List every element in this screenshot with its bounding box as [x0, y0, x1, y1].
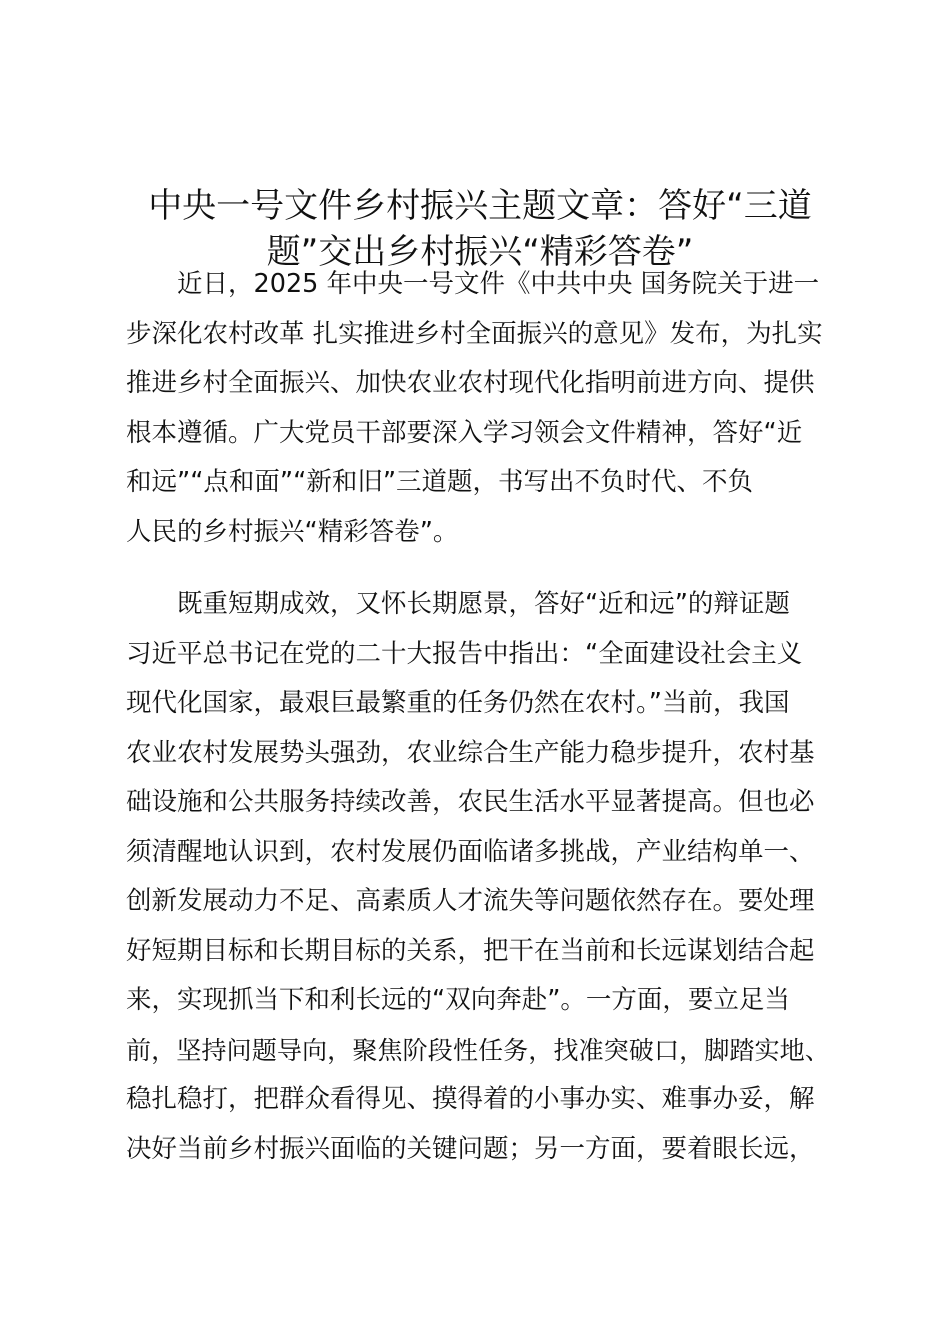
- paragraph-line: 习近平总书记在党的二十大报告中指出：“全面建设社会主义: [126, 638, 803, 669]
- title-line: 中央一号文件乡村振兴主题文章：答好“三道: [148, 186, 812, 226]
- paragraph-line: 近日，2025 年中央一号文件《中共中央 国务院关于进一: [177, 269, 820, 299]
- paragraph-line: 农业农村发展势头强劲，农业综合生产能力稳步提升，农村基: [126, 737, 815, 768]
- paragraph-intro: [126, 260, 834, 557]
- paragraph-line: 须清醒地认识到，农村发展仍面临诸多挑战，产业结构单一、: [126, 836, 815, 867]
- paragraph-line: 好短期目标和长期目标的关系，把干在当前和长远谋划结合起: [126, 935, 815, 966]
- paragraph-line: 既重短期成效，又怀长期愿景，答好“近和远”的辩证题: [177, 589, 790, 619]
- paragraph-line: 人民的乡村振兴“精彩答卷”。: [126, 516, 459, 547]
- paragraph-line: 稳扎稳打，把群众看得见、摸得着的小事办实、难事办妥，解: [126, 1084, 815, 1114]
- paragraph-line: 前，坚持问题导向，聚焦阶段性任务，找准突破口，脚踏实地、: [126, 1035, 830, 1065]
- paragraph-line: 和远”“点和面”“新和旧”三道题，书写出不负时代、不负: [126, 467, 754, 497]
- paragraph-line: 根本遵循。广大党员干部要深入学习领会文件精神，答好“近: [126, 417, 803, 448]
- paragraph-line: 推进乡村全面振兴、加快农业农村现代化指明前进方向、提供: [126, 368, 815, 398]
- paragraph-line: 础设施和公共服务持续改善，农民生活水平显著提高。但也必: [126, 787, 815, 817]
- paragraph-line: 现代化国家，最艰巨最繁重的任务仍然在农村。”当前，我国: [126, 688, 790, 718]
- paragraph-line: 决好当前乡村振兴面临的关键问题；另一方面，要着眼长远，: [126, 1133, 815, 1164]
- paragraph-line: 来，实现抓当下和利长远的“双向奔赴”。一方面，要立足当: [126, 985, 790, 1015]
- paragraph-line: 步深化农村改革 扎实推进乡村全面振兴的意见》发布，为扎实: [126, 318, 823, 349]
- title-line: 题”交出乡村振兴“精彩答卷”: [266, 232, 694, 272]
- paragraph-section-one: [126, 580, 834, 1174]
- paragraph-line: 创新发展动力不足、高素质人才流失等问题依然存在。要处理: [126, 886, 815, 916]
